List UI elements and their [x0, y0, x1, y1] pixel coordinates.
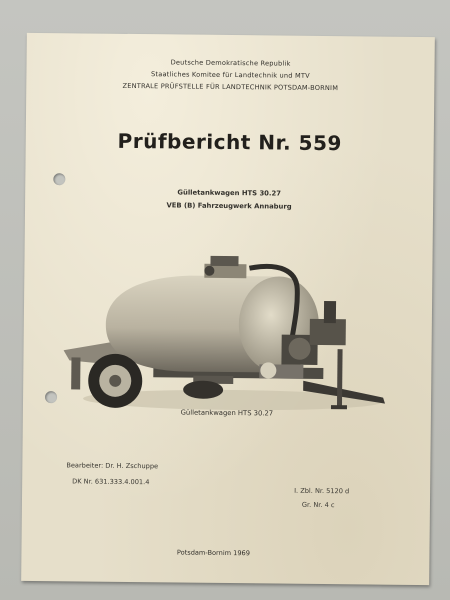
zbl-number: I. Zbl. Nr. 5120 d [294, 486, 350, 496]
figure-caption: Gülletankwagen HTS 30.27 [180, 408, 274, 418]
place-date: Potsdam-Bornim 1969 [176, 548, 251, 558]
punch-hole-bottom [45, 391, 57, 403]
header-line-3: ZENTRALE PRÜFSTELLE FÜR LANDTECHNIK POTSDAM-BORNIM [122, 81, 339, 93]
dk-number: DK Nr. 631.333.4.001.4 [72, 477, 150, 487]
document-page [21, 33, 435, 585]
group-number: Gr. Nr. 4 c [301, 500, 335, 510]
author: Bearbeiter: Dr. H. Zschuppe [66, 461, 159, 471]
tanker-photo [63, 228, 395, 436]
header-line-2: Staatliches Komitee für Landtechnik und MTV [151, 70, 310, 80]
report-manufacturer: VEB (B) Fahrzeugwerk Annaburg [166, 201, 292, 211]
report-subject: Gülletankwagen HTS 30.27 [177, 188, 282, 198]
punch-hole-top [53, 173, 65, 185]
report-title: Prüfbericht Nr. 559 [117, 128, 342, 156]
header-line-1: Deutsche Demokratische Republik [170, 58, 291, 68]
